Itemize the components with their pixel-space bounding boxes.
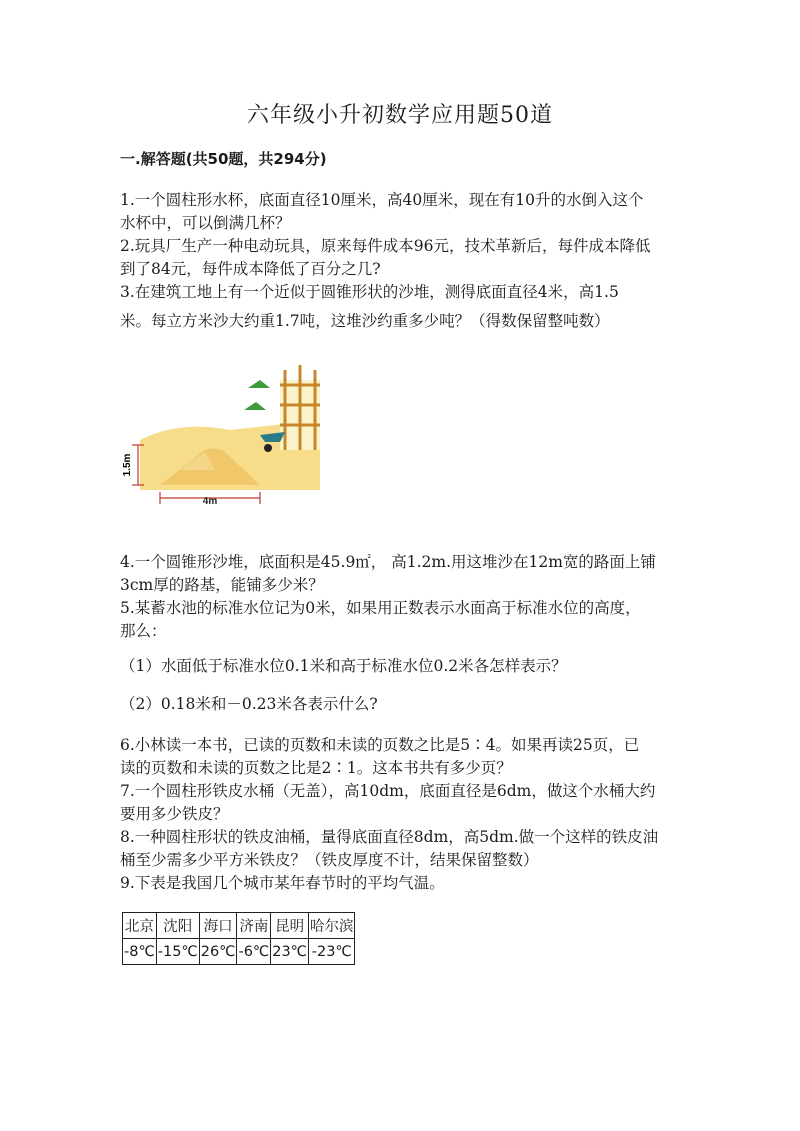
page-title: 六年级小升初数学应用题50道 [247,103,553,128]
question-1-line-2: 水杯中，可以倒满几杯？ [120,214,291,232]
temperature-table [122,912,355,965]
question-4-line-1: 4.一个圆锥形沙堆，底面积是45.9㎡， 高1.2m.用这堆沙在12m宽的路面上铺 [120,553,656,571]
height-label: 1.5m [122,453,133,477]
table-cell: 沈阳 [156,913,199,939]
question-5-sub-2: （2）0.18米和－0.23米各表示什么? [120,695,378,713]
table-cell: 海口 [199,913,237,939]
table-row-temps [123,939,355,965]
question-5-sub-1: （1）水面低于标准水位0.1米和高于标准水位0.2米各怎样表示？ [120,657,567,675]
plant-1 [248,380,270,388]
width-label: 4m [202,496,218,507]
question-1-line-1: 1.一个圆柱形水杯，底面直径10厘米，高40厘米，现在有10升的水倒入这个 [120,191,644,209]
table-row-cities [123,913,355,939]
section-heading: 一.解答题(共50题，共294分) [120,150,327,168]
question-9-line-1: 9.下表是我国几个城市某年春节时的平均气温。 [120,874,445,892]
question-8-line-2: 桶至少需多少平方米铁皮？（铁皮厚度不计，结果保留整数） [120,851,539,869]
table-cell: -15℃ [156,939,199,965]
table-cell: 济南 [237,913,271,939]
question-7-line-1: 7.一个圆柱形铁皮水桶（无盖），高10dm，底面直径是6dm，做这个水桶大约 [120,782,656,800]
sand-pile-figure [120,360,330,510]
table-cell: 26℃ [199,939,237,965]
table-cell: 哈尔滨 [308,913,355,939]
table-cell: -23℃ [308,939,355,965]
table-cell: -8℃ [123,939,157,965]
question-7-line-2: 要用多少铁皮？ [120,805,229,823]
question-5-line-2: 那么： [120,622,167,640]
question-2-line-2: 到了84元，每件成本降低了百分之几? [120,260,381,278]
question-8-line-1: 8.一种圆柱形状的铁皮油桶，量得底面直径8dm，高5dm.做一个这样的铁皮油 [120,828,659,846]
question-4-line-2: 3cm厚的路基，能铺多少米？ [120,576,324,594]
table-cell: -6℃ [237,939,271,965]
table-cell: 23℃ [271,939,309,965]
question-5-line-1: 5.某蓄水池的标准水位记为0米，如果用正数表示水面高于标准水位的高度， [120,599,641,617]
question-6-line-2: 读的页数和未读的页数之比是2∶1。这本书共有多少页？ [120,759,512,777]
question-2-line-1: 2.玩具厂生产一种电动玩具，原来每件成本96元，技术革新后，每件成本降低 [120,237,651,255]
plant-2 [244,402,266,410]
question-3-line-1: 3.在建筑工地上有一个近似于圆锥形状的沙堆，测得底面直径4米，高1.5 [120,283,619,301]
question-3-line-2: 米。每立方米沙大约重1.7吨，这堆沙约重多少吨？（得数保留整吨数） [120,312,610,330]
scaffold [280,365,320,450]
table-cell: 昆明 [271,913,309,939]
question-6-line-1: 6.小林读一本书，已读的页数和未读的页数之比是5∶4。如果再读25页，已 [120,736,640,754]
table-cell: 北京 [123,913,157,939]
